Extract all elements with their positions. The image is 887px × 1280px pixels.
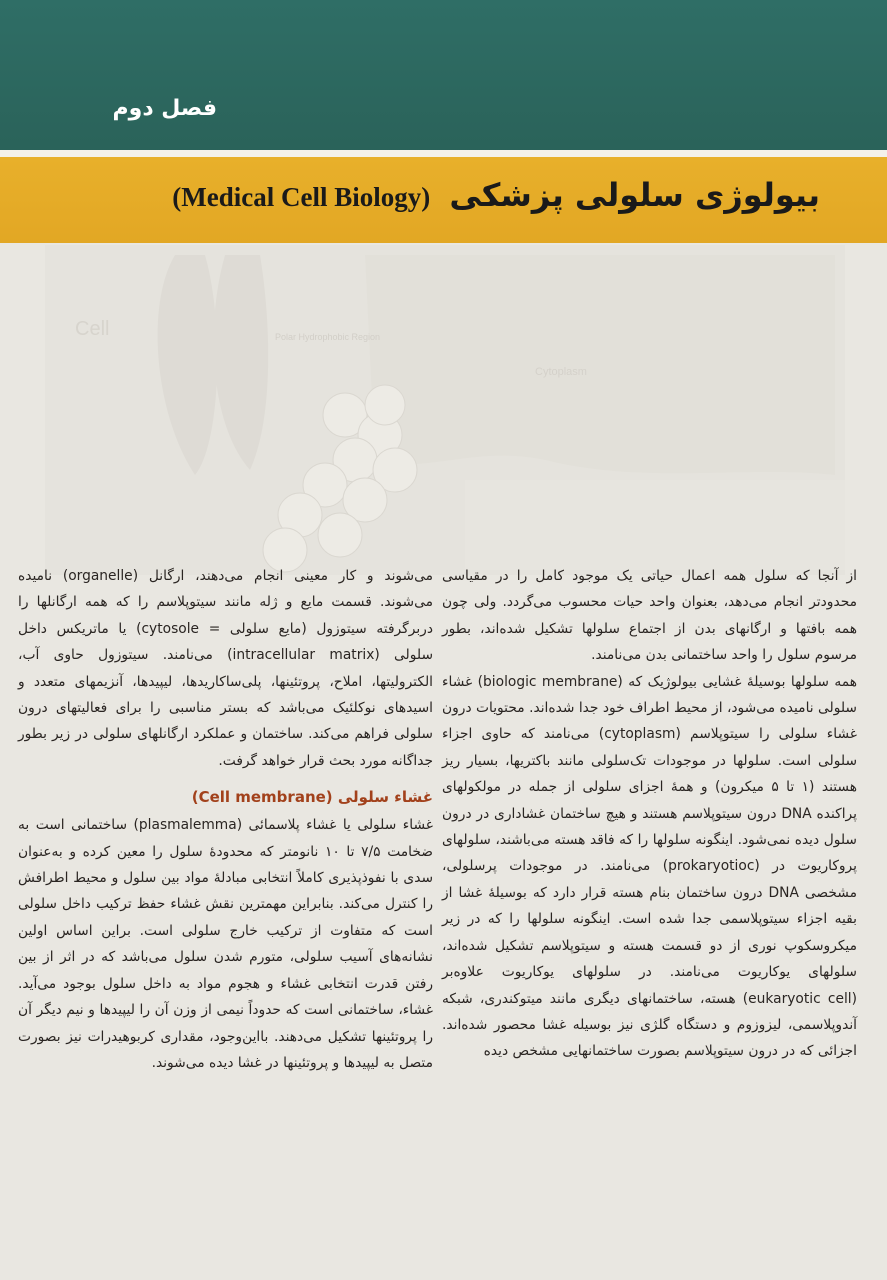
chapter-label: فصل دوم	[112, 96, 217, 121]
chapter-title	[60, 176, 820, 214]
paragraph-cell-intro: از آنجا که سلول همه اعمال حیاتی یک موجود کامل را در مقیاسی محدودتر انجام می‌دهد، بعنوان واحد حیات محسوب می‌گردد. ولی چون همه بافتها و ارگانهای بدن از اجتماع سلولها تشکیل شده‌اند، بطور مرسوم سلول را واحد ساختمانی بدن می‌نامند.	[442, 568, 857, 664]
figure-label-region: Polar Hydrophobic Region	[275, 332, 381, 342]
cell-membrane-illustration	[45, 245, 845, 575]
chapter-title-en: (Medical Cell Biology)	[172, 182, 431, 212]
paragraph-membrane-types: همه سلولها بوسیلهٔ غشایی بیولوژیک که (biologic membrane) غشاء سلولی نامیده می‌شود، از محیط اطراف خود جدا شده‌اند. محتویات درون غشاء سلولی را سیتوپلاسم (cytoplasm) می‌نامند که حاوی اجزاء سلولی است. سلولها در موجودات تک‌سلولی مانند باکتریها، بسیار ریز هستند (۱ تا ۵ میکرون) و همهٔ اجزای سلولی از جمله در مولکولهای پراکنده DNA درون سیتوپلاسم هستند و هیچ ساختمان غشاداری در درون سلول دیده نمی‌شود. اینگونه سلولها را که فاقد هسته می‌باشند، سلولهای پروکاریوت در (prokaryotioc) می‌نامند. در موجودات پرسلولی، مشخصی DNA درون ساختمان بنام هسته قرار دارد که بوسیلهٔ غشا از بقیه اجزاء سیتوپلاسمی جدا شده است. اینگونه سلولها را که در زیر میکروسکوپ نوری از دو قسمت هسته و سیتوپلاسم تشکیل شده‌اند، سلولهای یوکاریوت می‌نامند. در سلولهای یوکاریوت علاوه‌بر (eukaryotic cell) هسته، ساختمانهای دیگری مانند میتوکندری، شبکه آندوپلاسمی، لیزوزوم و دستگاه گلژی نیز بوسیله غشا محصور شده‌اند. اجزائی که در درون سیتوپلاسم بصورت ساختمانهایی مشخص دیده	[442, 673, 858, 1060]
figure-label-cytoplasm: Cytoplasm	[535, 366, 587, 378]
text-column-right	[442, 563, 857, 1065]
paragraph-cell-membrane: غشاء سلولی یا غشاء پلاسمائی (plasmalemma) ساختمانی است به ضخامت ۷/۵ تا ۱۰ نانومتر که محدودهٔ سلول را معین کرده و به‌عنوان سدی با نفوذپذیری کاملاً انتخابی مبادلهٔ مواد بین سلول و محیط اطرافش را کنترل می‌کند. بنابراین مهمترین نقش غشاء حفظ ترکیب داخل سلولی است که متفاوت از ترکیب خارج سلولی است. براین اساس اولین نشانه‌های آسیب سلولی، متورم شدن سلول می‌باشد که در اثر از بین رفتن قدرت انتخابی غشاء و هجوم مواد به داخل سلول بوجود می‌آید. غشاء، ساختمانی است که حدوداً نیمی از وزن آن را لیپیدها و نیم دیگر آن را پروتئینها تشکیل می‌دهند. بااین‌وجود، مقداری کربوهیدرات نیز بصورت متصل به لیپیدها و پروتئینها در غشا دیده می‌شوند.	[18, 817, 433, 1071]
header-divider	[0, 150, 887, 157]
section-heading-cell-membrane: غشاء سلولی (Cell membrane)	[191, 788, 433, 807]
chapter-title-fa: بیولوژی سلولی پزشکی	[449, 176, 820, 214]
figure-label-cell: Cell	[75, 318, 110, 340]
faded-cell-figure	[45, 245, 845, 575]
text-column-left	[18, 563, 433, 1076]
paragraph-organelle: می‌شوند و کار معینی انجام می‌دهند، ارگانل (organelle) نامیده می‌شوند. قسمت مایع و ژله مانند سیتوپلاسم را که همه ارگانلها را دربرگرفته سیتوزول (مایع سلولی = cytosole) یا ماتریکس داخل سلولی (intracellular matrix) می‌نامند. سیتوزول حاوی آب، الکترولیتها، املاح، پروتئینها، پلی‌ساکاریدها، لیپیدها، آنزیمهای متعدد و اسیدهای نوکلئیک می‌باشد که بستر مناسبی را برای فعالیتهای درون سلولی فراهم می‌کند. ساختمان و عملکرد ارگانلهای سلولی در زیر بطور جداگانه مورد بحث قرار خواهد گرفت.	[18, 568, 434, 769]
chapter-header-band	[0, 0, 887, 158]
